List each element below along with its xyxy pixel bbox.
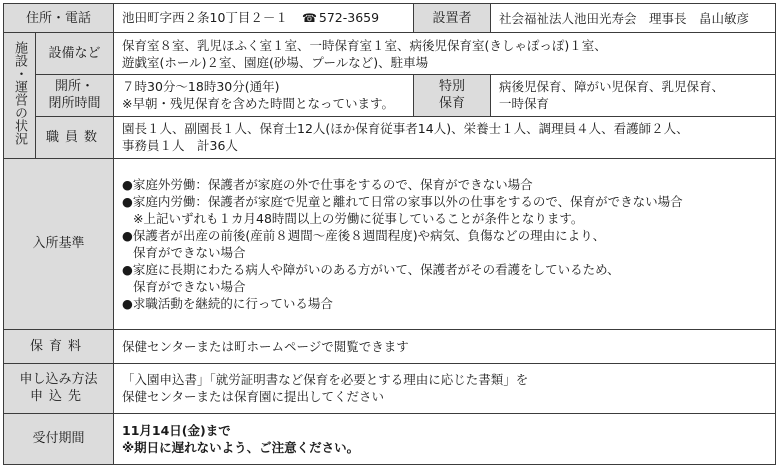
- period-label: 受付期間: [4, 413, 114, 464]
- special-label-line: 保育: [439, 96, 466, 112]
- apply-line: 「入園申込書」「就労証明書など保育を必要とする理由に応じた書類」を: [122, 372, 529, 388]
- special-value: [491, 75, 776, 117]
- address-text: 池田町字西２条10丁目２－１: [122, 10, 288, 26]
- criteria-line: ●求職活動を継続的に行っている場合: [122, 295, 333, 311]
- criteria-value: [114, 158, 776, 329]
- phone-icon: ☎: [301, 11, 317, 26]
- apply-row: [4, 363, 776, 413]
- criteria-line: ●家庭外労働：保護者が家庭の外で仕事をするので、保育ができない場合: [122, 176, 533, 192]
- hours-line: ※早朝・残児保育を含めた時間となっています。: [122, 96, 394, 112]
- apply-line: 保健センターまたは保育園に提出してください: [122, 389, 385, 405]
- hours-line: ７時30分～18時30分(通年): [122, 79, 280, 95]
- apply-label-line: 申込先: [30, 389, 88, 405]
- facilities-label: 設備など: [36, 33, 114, 75]
- special-line: 一時保育: [499, 96, 550, 112]
- facilities-value: [114, 33, 776, 75]
- criteria-line: 保育ができない場合: [133, 278, 246, 294]
- special-line: 病後児保育、障がい児保育、乳児保育、: [499, 79, 725, 95]
- hours-value: [114, 75, 414, 117]
- nursery-info-table: [3, 3, 776, 465]
- staff-label: [36, 116, 114, 158]
- criteria-line: 保育ができない場合: [133, 244, 246, 260]
- period-value: [114, 413, 776, 464]
- hours-label-line: 閉所時間: [48, 96, 101, 112]
- criteria-note: ※上記いずれも１カ月48時間以上の労働に従事していることが条件となります。: [133, 210, 584, 226]
- apply-label-line: 申し込み方法: [19, 372, 98, 388]
- section-label-cell: [4, 33, 36, 158]
- staff-label-text: 職員数: [46, 129, 104, 145]
- founder-label: 設置者: [414, 4, 491, 33]
- hours-label: [36, 75, 114, 117]
- period-line: 11月14日(金)まで: [122, 422, 231, 438]
- staff-line: 事務員１人 計36人: [122, 138, 238, 154]
- hours-row: [4, 75, 776, 117]
- section-label: 施設・運営の状況: [12, 41, 27, 146]
- address-row: [4, 4, 776, 33]
- staff-value: [114, 116, 776, 158]
- staff-line: 園長１人、副園長１人、保育士12人(ほか保育従事者14人)、栄養士１人、調理員４人、看護師２人、: [122, 121, 689, 137]
- address-value: [114, 4, 414, 33]
- criteria-line: ●保護者が出産の前後(産前８週間～産後８週間程度)や病気、負傷などの理由により、: [122, 227, 606, 243]
- facilities-row: [4, 33, 776, 75]
- criteria-label: 入所基準: [4, 158, 114, 329]
- fee-label: [4, 330, 114, 363]
- apply-label: [4, 363, 114, 413]
- period-line: ※期日に遅れないよう、ご注意ください。: [122, 439, 360, 455]
- special-label: [414, 75, 491, 117]
- period-row: [4, 413, 776, 464]
- criteria-row: [4, 158, 776, 329]
- special-label-line: 特別: [439, 79, 466, 95]
- criteria-line: ●家庭に長期にわたる病人や障がいのある方がいて、保護者がその看護をしているため、: [122, 261, 620, 277]
- staff-row: [4, 116, 776, 158]
- apply-value: [114, 363, 776, 413]
- address-label: 住所・電話: [4, 4, 114, 33]
- criteria-line: ●家庭内労働：保護者が家庭で児童と離れて日常の家事以外の仕事をするので、保育ができない場合: [122, 193, 683, 209]
- hours-label-line: 開所・: [55, 79, 95, 95]
- phone-number: 572-3659: [318, 10, 380, 26]
- founder-value: 社会福祉法人池田光寿会 理事長 畠山敏彦: [491, 4, 776, 33]
- facilities-line: 保育室８室、乳児ほふく室１室、一時保育室１室、病後児保育室(きしゃぽっぽ)１室、: [122, 37, 607, 53]
- fee-value: 保健センターまたは町ホームページで閲覧できます: [114, 330, 776, 363]
- facilities-line: 遊戯室(ホール)２室、園庭(砂場、プールなど)、駐車場: [122, 54, 429, 70]
- fee-row: [4, 330, 776, 363]
- fee-label-text: 保育料: [30, 338, 88, 354]
